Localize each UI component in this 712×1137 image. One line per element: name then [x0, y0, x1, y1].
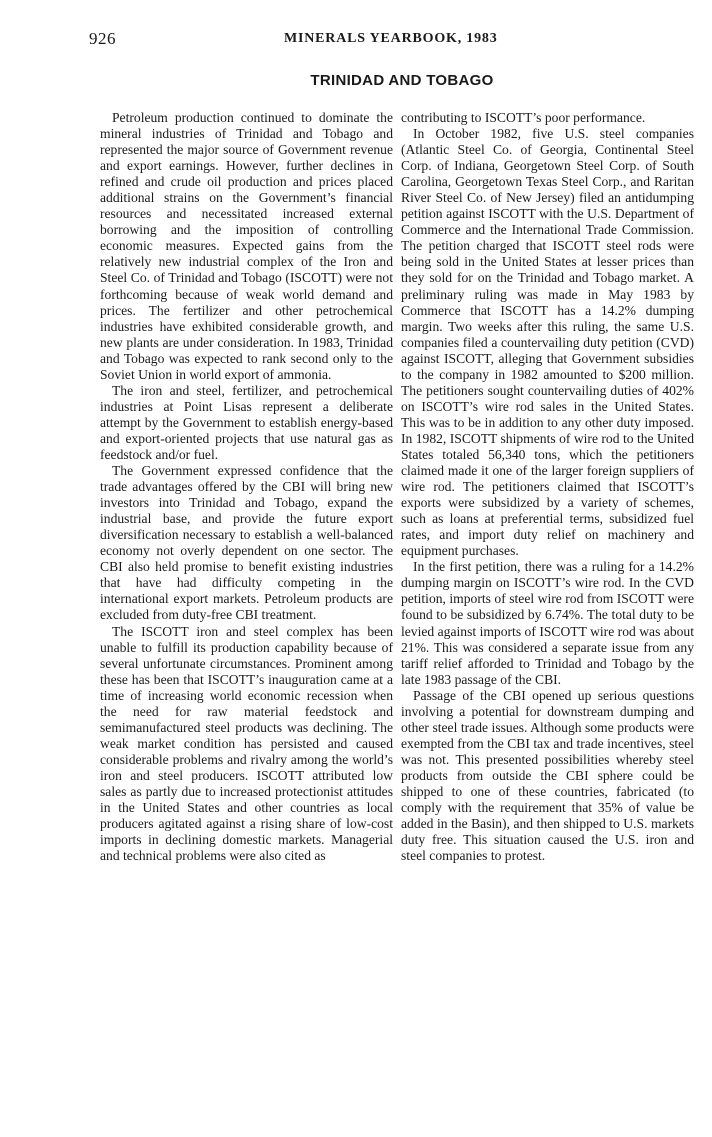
- left-column: [100, 110, 393, 864]
- paragraph-cbi-confidence: The Government expressed confidence that the trade advantages offered by the CBI will bring new investors into Trinidad and Tobago, expand the industrial base, and provide the future export diversification necessary to establish a well-balanced economy not overly dependent on one sector. The CBI also held promise to benefit existing industries that have had difficulty competing in the international export markets. Petroleum products are excluded from duty-free CBI treatment.: [100, 463, 393, 623]
- right-column: [401, 110, 694, 864]
- page-number: 926: [89, 29, 116, 48]
- paragraph-cbi-passage: Passage of the CBI opened up serious questions involving a potential for downstream dumping and other steel trade issues. Although some products were exempted from the CBI tax and trade incentives, steel was not. This presented possibilities whereby steel products from outside the CBI sphere could be shipped to one of these countries, fabricated (to comply with the requirement that 35% of value be added in the Basin), and then shipped to U.S. markets duty free. This situation caused the U.S. iron and steel companies to protest.: [401, 687, 694, 864]
- paragraph-petroleum: Petroleum production continued to dominate the mineral industries of Trinidad and Tobago and represented the major source of Government revenue and export earnings. However, further declines in refined and crude oil production and prices placed additional strains on the Government’s financial resources and necessitated increased external borrowing and the imposition of controlling economic measures. Expected gains from the relatively new industrial complex of the Iron and Steel Co. of Trinidad and Tobago (ISCOTT) were not forthcoming because of weak world demand and prices. The fertilizer and other petrochemical industries have exhibited considerable growth, and new plants are under consideration. In 1983, Trinidad and Tobago was expected to rank second only to the Soviet Union in world export of ammonia.: [100, 110, 393, 382]
- paragraph-antidumping-petition: In October 1982, five U.S. steel companies (Atlantic Steel Co. of Georgia, Continental Steel Corp. of Indiana, Georgetown Steel Corp. of South Carolina, Georgetown Texas Steel Corp., and Raritan River Steel Co. of New Jersey) filed an antidumping petition against ISCOTT with the U.S. Department of Commerce and the International Trade Commission. The petition charged that ISCOTT steel rods were being sold in the United States at lesser prices than they sold for on the Trinidad and Tobago market. A preliminary ruling was made in May 1983 by Commerce that ISCOTT has a 14.2% dumping margin. Two weeks after this ruling, the same U.S. companies filed a countervailing duty petition (CVD) against ISCOTT, alleging that Government subsidies to the company in 1982 amounted to $200 million. The petitioners sought countervailing duties of 402% on ISCOTT’s wire rod sales in the United States. This was to be in addition to any other duty imposed. In 1982, ISCOTT shipments of wire rod to the United States totaled 56,340 tons, which the petitioners claimed made it one of the larger foreign suppliers of wire rod. The petitioners claimed that ISCOTT’s exports were subsidized by a variety of schemes, such as loans at preferential terms, subsidized fuel rates, and import duty relief on machinery and equipment purchases.: [401, 126, 694, 559]
- paragraph-first-petition-ruling: In the first petition, there was a ruling for a 14.2% dumping margin on ISCOTT’s wire rod. In the CVD petition, imports of steel wire rod from ISCOTT were found to be subsidized by 6.74%. The total duty to be levied against imports of ISCOTT wire rod was about 21%. This was considered a separate issue from any tariff relief afforded to Trinidad and Tobago by the late 1983 passage of the CBI.: [401, 559, 694, 687]
- paragraph-iscott-complex: The ISCOTT iron and steel complex has been unable to fulfill its production capability because of several unfortunate circumstances. Prominent among these has been that ISCOTT’s inauguration came at a time of increasing world economic recession when the need for raw material feedstock and semimanufactured steel products was declining. The weak market condition has persisted and caused considerable problems and rivalry among the world’s iron and steel producers. ISCOTT attributed low sales as partly due to increased protectionist attitudes in the United States and other countries as local producers agitated against a rising share of low-cost imports in declining domestic markets. Managerial and technical problems were also cited as: [100, 623, 393, 864]
- paragraph-continued: contributing to ISCOTT’s poor performance.: [401, 110, 646, 125]
- section-title: TRINIDAD AND TOBAGO: [310, 72, 494, 89]
- paragraph-point-lisas: The iron and steel, fertilizer, and petrochemical industries at Point Lisas represent a deliberate attempt by the Government to establish energy-based and export-oriented projects that use natural gas as feedstock and/or fuel.: [100, 382, 393, 462]
- running-head: MINERALS YEARBOOK, 1983: [284, 31, 498, 46]
